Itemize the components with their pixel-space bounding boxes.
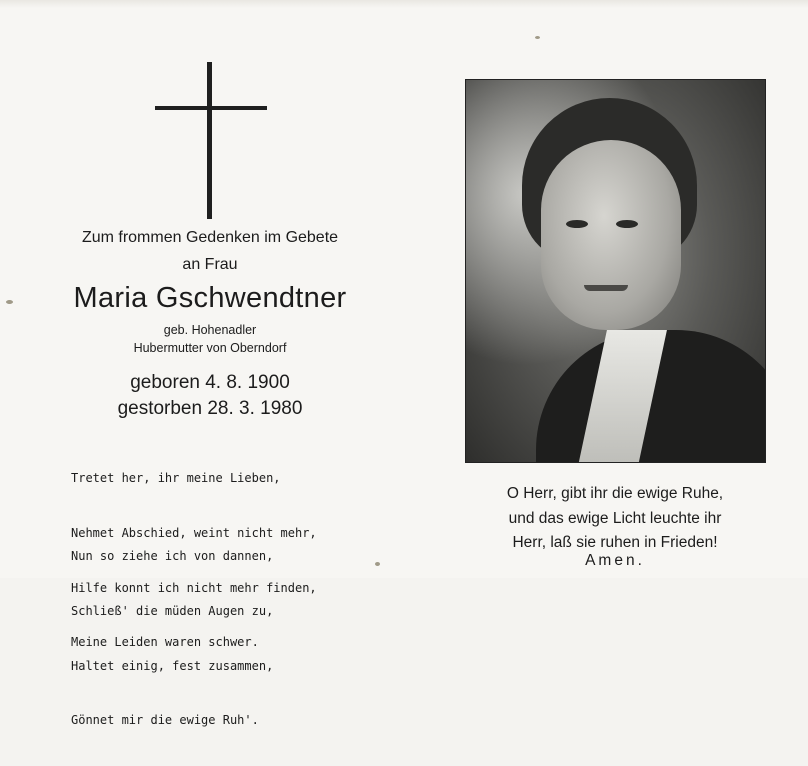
paper-speck: [535, 36, 540, 39]
birth-date: geboren 4. 8. 1900: [130, 372, 290, 393]
poem-line: Gönnet mir die ewige Ruh'.: [71, 713, 259, 728]
portrait-face: [541, 140, 681, 330]
cross-horizontal-bar: [155, 106, 267, 110]
poem-line: Nehmet Abschied, weint nicht mehr,: [71, 526, 317, 541]
poem-stanza-2: [71, 511, 391, 766]
portrait-mouth: [584, 285, 628, 291]
portrait-eye-left: [566, 220, 588, 228]
portrait-photo: [465, 79, 766, 463]
poem-line: Meine Leiden waren schwer.: [71, 635, 259, 650]
portrait-eye-right: [616, 220, 638, 228]
poem-line: Hilfe konnt ich nicht mehr finden,: [71, 580, 317, 595]
poem-line: Nun so ziehe ich von dannen,: [71, 549, 274, 564]
poem-line: Haltet einig, fest zusammen,: [71, 658, 274, 673]
prayer-line-2: und das ewige Licht leuchte ihr: [508, 510, 722, 527]
card-top-edge: [0, 0, 808, 8]
paper-speck: [375, 562, 380, 566]
intro-line-2: an Frau: [182, 256, 238, 273]
cross-vertical-bar: [207, 62, 212, 219]
prayer-line-3: Herr, laß sie ruhen in Frieden!: [512, 534, 718, 551]
deceased-title: Hubermutter von Oberndorf: [133, 341, 287, 355]
prayer-line-1: O Herr, gibt ihr die ewige Ruhe,: [506, 485, 724, 502]
poem-line: Schließ' die müden Augen zu,: [71, 604, 274, 619]
paper-speck: [6, 300, 13, 304]
birth-name: geb. Hohenadler: [163, 323, 257, 337]
poem-line: Tretet her, ihr meine Lieben,: [71, 471, 281, 486]
deceased-name: Maria Gschwendtner: [73, 282, 347, 314]
prayer-amen: Amen.: [585, 552, 645, 569]
death-date: gestorben 28. 3. 1980: [117, 398, 303, 419]
intro-line-1: Zum frommen Gedenken im Gebete: [81, 229, 339, 246]
